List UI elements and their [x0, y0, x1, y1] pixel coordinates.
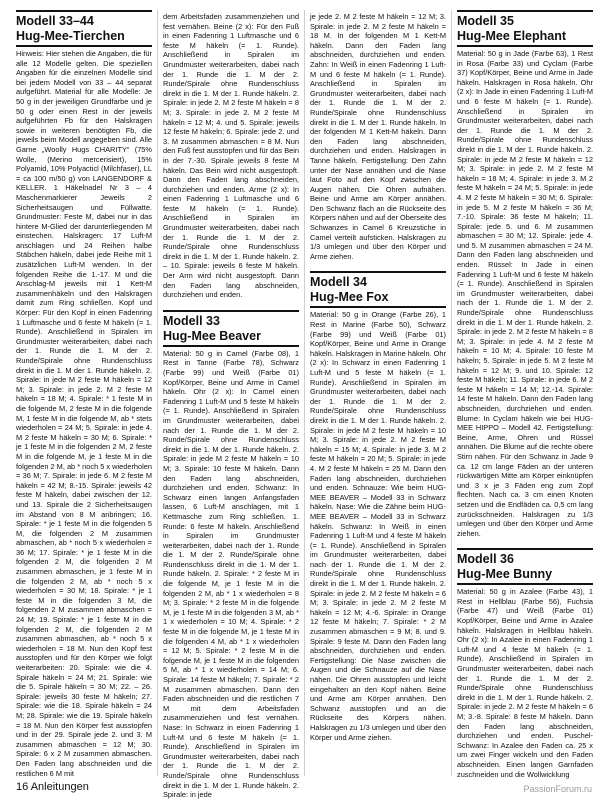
heading-model-title: Hug-Mee Bunny [457, 567, 553, 582]
heading-model-number: Modell 33 [163, 313, 220, 328]
section-body-text: Material: 50 g in Jade (Farbe 63), 1 Rest in Rosa (Farbe 33) und Cyclam (Farbe 37) Kopf/Körper, Beine und Arme in Jade häkeln. Halskragen in Rosa häkeln. Ohr (2 x): In Jade in einen Fadenring 1 Luft-M und 6 feste M häkeln (= 1. Runde). Anschließend in Spiralen im Grundmuster weiterarbeiten, dabei nach der 1. Runde die 1. M der 2. Runde/Spirale ohne Rundenschluss direkt in die 1. M der 1. Runde häkeln. 2. Spirale: in jede M 2 feste M häkeln = 12 M; 3. Spirale: in jede 2. M 2 feste M häkeln = 18 M; 4. Spirale: in jede 3. M 2 feste M häkeln = 24 M; 5. Spirale: in jede 4. M 2 feste M häkeln = 30 M; 6. Spirale: in jede 5. M 2 feste M häkeln = 36 M; 7.-10. Spirale: 36 feste M häkeln; 11. Spirale: jede 5. und 6. M zusammen abmaschen = 30 M; 12. Spirale: jede 4. und 5. M zusammen abmaschen = 24 M. Dann den Faden lang abschneiden und enden. Rüssel: In Jade in einen Fadenring 1 Luft-M und 6 feste M häkeln (= 1. Runde). Anschließend in Spiralen im Grundmuster weiterarbeiten, dabei nach der 1. Runde die 1. M der 2. Runde/Spirale ohne Rundenschluss direkt in die 1. M der 1. Runde häkeln. 2. Spirale: in jede 2. M 2 feste M häkeln = 8 M; 3. Spirale: in jede 4. M 2 feste M häkeln = 10 M; 4. Spirale: 10 feste M häkeln; 5. Spirale: in jede 5. M 2 feste M häkeln = 12 M; 9. und 10. Spirale: 12 feste M häkeln; 11. Spirale: in jede 6. M 2 feste M häkeln = 14 M; 12.-14. Spirale: 14 feste M häkeln. Dann den Faden lang abschneiden, durchziehen und enden. Blume: In Cyclam häkeln wie bei HUG-MEE HIPPO – Modell 42. Fertigstellung: Beine, Arme, Ohren und Rüssel annähen. Die Blume auf die rechte obere Stirn nähen. Für den Schwanz in Jade 9 ca. 12 cm lange Fäden an der unteren rückwärtigen Mitte am Körper einknüpfen und 3 x je 3 Fäden eng zum Zopf flechten. Nach ca. 3 cm einen Knoten setzen und die Endfäden ca. 0,5 cm lang zurückschneiden. Halskragen zu 1/3 umlegen und über den Körper und Arme ziehen. [457, 49, 593, 538]
section-heading [457, 548, 593, 585]
footer-section-label: Anleitungen [30, 781, 89, 793]
column-2 [163, 10, 299, 800]
section-continued-text [310, 12, 446, 261]
heading-model-number: Modell 33–44 [16, 14, 94, 28]
column-4 [457, 10, 593, 779]
section-heading [163, 310, 299, 347]
heading-model-title: Hug-Mee Fox [310, 290, 389, 305]
column-1 [16, 10, 152, 776]
page-number: 16 [16, 781, 29, 793]
section-body-text: dem Arbeitsfaden zusammenziehen und fest vernähen. Beine (2 x): Für den Fuß in einen Fadenring 1 Luftmasche und 6 feste M häkeln (= 1. Runde). Anschließend in Spiralen im Grundmuster weiterarbeiten, dabei nach der 1. Runde die 1. M der 2. Runde/Spirale ohne Rundenschluss direkt in die 1. M der 1. Runde häkeln. 2. Spirale: in jede 2. M 2 feste M häkeln = 8 M; 3. Spirale: in jede 2. M 2 feste M häkeln = 12 M; 4. und 5. Spirale: jeweils 12 feste M häkeln; 6. Spirale: jede 2. und 3. M zusammen abmaschen = 8 M. Nun den Fuß fest ausstopfen und für das Bein in der 7.-30. Spirale jeweils 8 feste M häkeln. Das Bein wird nicht ausgestopft. Dann den Faden lang abschneiden, durchziehen und enden. Arme (2 x): In einen Fadenring 1 Luftmasche und 6 feste M häkeln (= 1. Runde). Anschließend in Spiralen im Grundmuster weiterarbeiten, dabei nach der 1. Runde die 1. M der 2. Runde/Spirale ohne Rundenschluss direkt in die 1. M der 1. Runde häkeln. 2. – 10. Spirale: jeweils 6 feste M häkeln. Der Arm wird nicht ausgestopft. Dann den Faden lang abschneiden, durchziehen und enden. [163, 12, 299, 300]
watermark: PassionForum.ru [523, 784, 592, 794]
section-heading [310, 271, 446, 308]
section-body-text: Material: 50 g in Azalee (Farbe 43), 1 Rest in Hellblau (Farbe 56), Fuchsia (Farbe 47) und Weiß (Farbe 01) Kopf/Körper, Beine und Arme in Azalee häkeln. Halskragen in Hellblau häkeln. Ohr (2 x): In Azalee in einen Fadenring 1 Luft-M und 4 feste M häkeln (= 1. Runde). Anschließend in Spiralen im Grundmuster weiterarbeiten, dabei nach der 1. Runde die 1. M der 2. Runde/Spirale ohne Rundenschluss direkt in die 1. M der 1. Runde häkeln. 2. Spirale: in jede 2. M 2 feste M häkeln = 6 M; 3.-8. Spirale: 8 feste M häkeln. Dann den Faden lang abschneiden, durchziehen und enden. Puschel-Schwanz: In Azalee den Faden ca. 25 x um zwei Finger wickeln und den Faden abschneiden. Einen langen Garnfaden zuschneiden und die Wollwicklung [457, 587, 593, 779]
heading-model-number: Modell 34 [310, 275, 367, 290]
section-heading [16, 10, 152, 47]
section-continued-text [163, 12, 299, 300]
column-divider [304, 10, 305, 776]
section-body-text: Hinweis: Hier stehen die Angaben, die für alle 12 Modelle gelten. Die speziellen Angaben für die einzelnen Modelle sind bei jedem Modell von 33 – 44 separat aufgeführt. Material für alle Modelle: Je 50 g in der jeweiligen Grundfarbe und je 50 g oder einen Rest in der jeweils aufgeführten Fb für den Halskragen sowie in weiteren benötigten Fb, die jeweils beim Modell angegeben sind. Alle Garne „Woolly Hugs CHARITY“ (75% Wolle, (Merino mercerisiert), 15% Polyamid, 10% Polyacticl (Milchfaser), LL = ca 100 m/50 g) von LANGENDORF & KELLER. 1 Häkelnadel Nr 3 – 4 Maschenmarkierer Jeweils 2 Sicherheitsaugen und Füllwatte. Grundmuster: Feste M, dabei nur in das hintere M-Glied der darunterliegenden M einstechen. Halskragen: 17 Luft-M anschlagen und 24 Reihen halbe Stäbchen häkeln, dabei jede Reihe mit 1 zusätzlichen Luft-M wenden. In der folgenden Reihe die 1.-17. M und die Anschlag-M jeweils mit 1 Kett-M zusammenhäkeln und den Halskragen damit zum Ring schließen. Kopf und Körper: Für den Kopf in einen Fadenring 1 Luftmasche und 6 feste M häkeln (= 1. Runde). Anschließend in Spiralen im Grundmuster weiterarbeiten, dabei nach der 1. Runde die 1. M der 2. Runde/Spirale ohne Rundenschluss direkt in die 1. M der 1. Runde häkeln. 2. Spirale: in jede M 2 feste M häkeln = 12 M; 3. Spirale: in jede 2. M 2 feste M häkeln = 18 M; 4. Spirale: * 1 feste M in die folgende M, 2 feste M in die folgende M, 1 feste M in die folgende M, ab * stets wiederholen = 24 M; 5. Spirale: in jede 4. M 2 feste M häkeln = 30 M; 6. Spirale: * je 1 feste M in die folgenden 2 M, 2 feste M in die folgende M, je 1 feste M in die folgenden 2 M, ab * noch 5 x wiederholen = 36 M; 7. Spirale: in jede 6. M 2 feste M häkeln = 42 M; 8.-15. Spirale: jeweils 42 feste M häkeln, dabei zwischen der 12. und 13. Spirale die 2 Sicherheitsaugen im Abstand von 8 M anbringen; 16. Spirale: * je 1 feste M in die folgenden 5 M, die folgenden 2 M zusammen abmaschen, ab * noch 5 x wiederholen = 36 M; 17. Spirale: * je 1 feste M in die folgenden 2 M, die folgenden 2 M zusammen abmaschen, je 1 feste M in die folgenden 2 M, ab * noch 5 x wiederholen = 30 M; 18. Spirale: * je 1 feste M in die folgenden 3 M, die folgenden 2 M zusammen abmaschen = 24 M; 19. Spirale: * je 1 feste M in die folgenden 2 M, die folgenden 2 M zusammen abmaschen, ab * noch 5 x wiederholen = 18 M. Nun den Kopf fest ausstopfen und für den Körper wie folgt weiterarbeiten: 20. Spirale: wie die 4. Spirale häkeln = 24 M; 21. Spirale: wie die 5. Spirale häkeln = 30 M; 22. – 26. Spirale: jeweils 30 feste M häkeln; 27. Spirale: wie die 18. Spirale häkeln = 24 M; 28. Spirale: wie die 19. Spirale häkeln = 18 M. Nun den Körper fest ausstopfen und in der 29. Spirale jede 2. und 3. M zusammen abmaschen = 12 M; 30. Spirale: 6 x 2 M zusammen abmaschen. Den Faden lang abschneiden und die restlichen 6 M mit [16, 49, 152, 778]
section-modell-36 [457, 548, 593, 779]
column-3 [310, 10, 446, 776]
column-divider [157, 10, 158, 776]
heading-model-title: Hug-Mee Elephant [457, 29, 567, 43]
page-footer [16, 780, 89, 794]
heading-model-number: Modell 35 [457, 14, 514, 28]
section-body-text: Material: 50 g in Camel (Farbe 08), 1 Rest in Tanne (Farbe 78), Schwarz (Farbe 99) und Weiß (Farbe 01) Kopf/Körper, Beine und Arme in Camel häkeln. Ohr (2 x): In Camel einen Fadenring 1 Luft-M und 5 feste M häkeln (= 1. Runde). Anschließend in Spiralen im Grundmuster weiterarbeiten, dabei nach der 1. Runde die 1. M der 2. Runde/Spirale ohne Rundenschluss direkt in die 1. M der 1. Runde häkeln. 2. Spirale: in jede M 2 feste M häkeln = 10 M; 3. Spirale: 10 feste M häkeln. Dann den Faden lang abschneiden, durchziehen und enden. Schwanz: In Schwarz einen langen Anfangsfaden lassen, 6 Luft-M anschlagen, mit 1 Kettmasche zum Ring schließen. 1. Runde: 6 feste M häkeln. Anschließend in Spiralen im Grundmuster weiterarbeiten, dabei nach der 1. Runde die 1. M der 2. Runde/Spirale ohne Rundenschluss direkt in die 1. M der 1. Runde häkeln. 2. Spirale: * 2 feste M in die folgende M, je 1 feste M in die folgenden 2 M, ab * 1 x wiederholen = 8 M; 3. Spirale: * 2 feste M in die folgende M, je 1 feste M in die folgenden 3 M, ab * 1 x wiederholen = 10 M; 4. Spirale: * 2 feste M in die folgende M, je 1 feste M in die folgenden 4 M, ab * 1 x wiederholen = 12 M; 5. Spirale: * 2 feste M in die folgende M, je 1 feste M in die folgenden 5 M, ab * 1 x wiederholen = 14 M; 6. Spirale: 14 feste M häkeln; 7. Spirale: * 2 M zusammen abmaschen. Dann den Faden abschneiden und die restlichen 7 M mit dem Arbeitsfaden zusammenziehen und fest vernähen. Nase: In Schwarz in einen Fadenring 1 Luft-M und 6 feste M häkeln (= 1. Runde). Anschließend in Spiralen im Grundmuster weiterarbeiten, dabei nach der 1. Runde die 1. M der 2. Runde/Spirale ohne Rundenschluss direkt in die 1. M der 1. Runde häkeln. 2. Spirale: in jede [163, 348, 299, 800]
heading-model-title: Hug-Mee Beaver [163, 328, 261, 343]
column-divider [451, 10, 452, 776]
section-body-text: je jede 2. M 2 feste M häkeln = 12 M; 3. Spirale: in jede 2. M 2 feste M häkeln = 18 M. In der folgenden M 1 Kett-M häkeln. Dann den Faden lang abschneiden, durchziehen und enden. Zahn: In Weiß in einen Fadenring 1 Luft-M und 6 feste M häkeln (= 1. Runde). Anschließend in Spiralen im Grundmuster weiterarbeiten, dabei nach der 1. Runde die 1. M der 2. Runde/Spirale ohne Rundenschluss direkt in die 1. M der 1. Runde häkeln. In der folgenden M 1 Kett-M häkeln. Dann den Faden lang abschneiden, durchziehen und enden. Halskragen in Tanne häkeln. Fertigstellung: Den Zahn unter der Nase annähen und die Nase laut Foto auf den Kopf zwischen die Augen nähen. Die Ohren aufnähen. Beine und Arme am Körper annähen. Den Schwanz flach an die Rückseite des Körpers nähen und auf der Oberseite des Schwanzes in Camel 6 Kreuzstiche in Camel verteilt aufsticken. Halskragen zu 1/3 umlegen und über den Körper und Arme ziehen. [310, 12, 446, 261]
section-modell-35 [457, 10, 593, 538]
heading-model-number: Modell 36 [457, 552, 514, 567]
section-modell-34 [310, 271, 446, 742]
heading-model-title: Hug-Mee-Tierchen [16, 29, 125, 43]
section-modell-33 [163, 310, 299, 800]
section-modell-33-44 [16, 10, 152, 778]
section-body-text: Material: 50 g in Orange (Farbe 26), 1 Rest in Marine (Farbe 50), Schwarz (Farbe 99) und Weiß (Farbe 01) Kopf/Körper, Beine und Arme in Orange häkeln. Halskragen in Marine häkeln. Ohr (2 x): In Schwarz in einen Fadenring 1 Luft-M und 5 feste M häkeln (= 1. Runde). Anschließend in Spiralen im Grundmuster weiterarbeiten, dabei nach der 1. Runde die 1. M der 2. Runde/Spirale ohne Rundenschluss direkt in die 1. M der 1. Runde häkeln. 2. Spirale: in jede M 2 feste M häkeln = 10 M; 3. Spirale: in jede 2. M 2 feste M häkeln = 15 M; 4. Spirale: in jede 3. M 2 feste M häkeln = 20 M; 5. Spirale: in jede 4. M 2 feste M häkeln = 25 M. Dann den Faden lang abschneiden, durchziehen und enden. Schnauze: Wie beim HUG-MEE BEAVER – Modell 33 in Schwarz häkeln. Nase: Wie die Zähne beim HUG-MEE BEAVER – Modell 33 in Schwarz häkeln. Schwanz: In Weiß in einen Fadenring 1 Luft-M und 4 feste M häkeln (= 1. Runde). Anschließend in Spiralen im Grundmuster weiterarbeiten, dabei nach der 1. Runde die 1. M der 2. Runde/Spirale ohne Rundenschluss direkt in die 1. M der 1. Runde häkeln. 2. Spirale: in jede 2. M 2 feste M häkeln = 6 M; 3. Spirale: in jede 2. M 2 feste M häkeln = 12 M; 4.-6. Spirale: in Orange 12 feste M häkeln; 7. Spirale: * 2 M zusammen abmaschen = 9 M; 8. und 9. Spirale: 9 feste M. Dann den Faden lang abschneiden, durchziehen und enden. Fertigstellung: Die Nase zwischen die Augen und die Schnauze auf die Nase nähen. Die Ohren ausstopfen und leicht eingehalten an den Kopf nähen. Beine und Arme am Körper annähen. Den Schwanz ausstopfen und an die Rückseite des Körpers nähen. Halskragen zu 1/3 umlegen und über den Körper und Arme ziehen. [310, 310, 446, 742]
section-heading [457, 10, 593, 47]
